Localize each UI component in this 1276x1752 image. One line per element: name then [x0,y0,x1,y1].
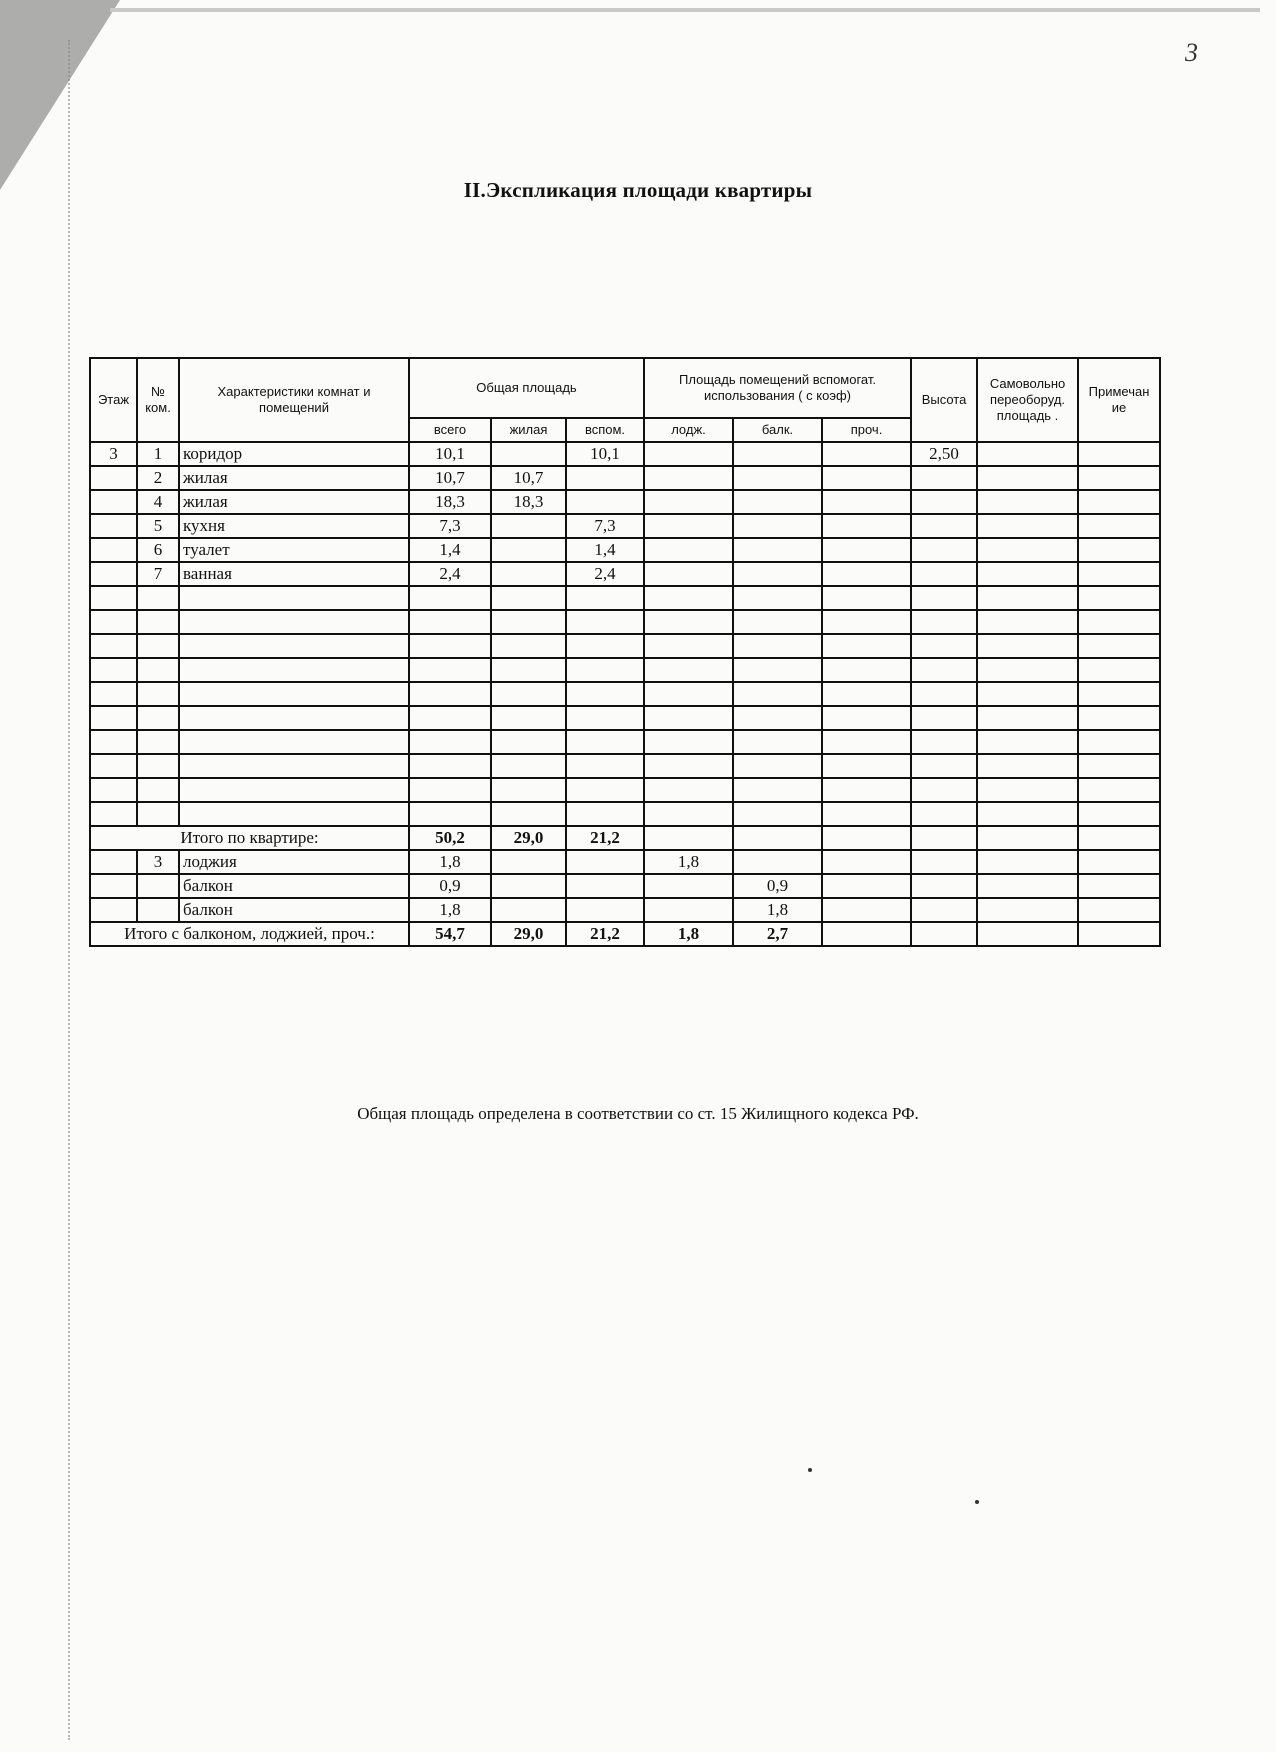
cell-living [491,562,566,586]
cell-room-name: балкон [179,874,409,898]
balcony-row [90,898,1160,922]
cell-room-no: 6 [137,538,179,562]
header-aux-area: Площадь помещений вспомогат. использования ( с коэф) [644,358,911,418]
cell-loggia: 1,8 [644,850,733,874]
apartment-total-total: 50,2 [409,826,491,850]
folded-corner [0,0,120,190]
header-self-rebuilt: Самовольно переоборуд. площадь . [977,358,1078,442]
empty-row [90,730,1160,754]
empty-row [90,658,1160,682]
cell-aux: 10,1 [566,442,644,466]
empty-row [90,634,1160,658]
table-row [90,562,1160,586]
table-row [90,490,1160,514]
cell-floor [90,514,137,538]
grand-total-label: Итого с балконом, лоджией, проч.: [90,922,409,946]
cell-floor [90,562,137,586]
apartment-total-aux: 21,2 [566,826,644,850]
cell-living [491,538,566,562]
empty-row [90,778,1160,802]
cell-total: 1,8 [409,898,491,922]
cell-room-name: коридор [179,442,409,466]
empty-row [90,610,1160,634]
cell-total: 0,9 [409,874,491,898]
cell-height [911,514,977,538]
cell-floor [90,538,137,562]
cell-aux: 1,4 [566,538,644,562]
cell-balcony: 0,9 [733,874,822,898]
cell-total: 1,8 [409,850,491,874]
table-row [90,442,1160,466]
cell-height [911,562,977,586]
header-characteristics: Характеристики комнат и помещений [179,358,409,442]
cell-height [911,490,977,514]
cell-room-name: кухня [179,514,409,538]
subheader-balcony: балк. [733,418,822,442]
cell-floor [90,490,137,514]
balcony-row [90,850,1160,874]
cell-room-no: 5 [137,514,179,538]
subheader-other: проч. [822,418,911,442]
cell-total: 1,4 [409,538,491,562]
cell-loggia [644,874,733,898]
header-floor: Этаж [90,358,137,442]
subheader-aux: вспом. [566,418,644,442]
apartment-total-label: Итого по квартире: [90,826,409,850]
cell-aux [566,490,644,514]
cell-aux: 7,3 [566,514,644,538]
cell-total: 7,3 [409,514,491,538]
cell-room-no [137,898,179,922]
cell-total: 10,7 [409,466,491,490]
cell-aux [566,466,644,490]
cell-total: 10,1 [409,442,491,466]
cell-room-name: жилая [179,490,409,514]
cell-total: 18,3 [409,490,491,514]
cell-height [911,538,977,562]
empty-row [90,682,1160,706]
cell-room-no: 1 [137,442,179,466]
cell-living [491,442,566,466]
cell-room-name: лоджия [179,850,409,874]
subheader-living: жилая [491,418,566,442]
scan-speck [808,1468,812,1472]
grand-total-aux: 21,2 [566,922,644,946]
table-row [90,466,1160,490]
table-row [90,514,1160,538]
page-left-edge [68,40,88,1740]
cell-floor [90,466,137,490]
scan-speck [975,1500,979,1504]
subheader-loggia: лодж. [644,418,733,442]
grand-total-total: 54,7 [409,922,491,946]
cell-room-no: 3 [137,850,179,874]
cell-height: 2,50 [911,442,977,466]
header-room-no: № ком. [137,358,179,442]
cell-room-no: 4 [137,490,179,514]
grand-total-living: 29,0 [491,922,566,946]
cell-room-name: туалет [179,538,409,562]
cell-living [491,514,566,538]
cell-floor: 3 [90,442,137,466]
empty-row [90,754,1160,778]
subheader-total: всего [409,418,491,442]
cell-loggia [644,898,733,922]
cell-room-no [137,874,179,898]
empty-row [90,802,1160,826]
page-top-edge [110,8,1260,12]
table-row [90,538,1160,562]
cell-balcony: 1,8 [733,898,822,922]
grand-total-loggia: 1,8 [644,922,733,946]
cell-aux: 2,4 [566,562,644,586]
cell-room-no: 2 [137,466,179,490]
balcony-row [90,874,1160,898]
header-note: Примечан ие [1078,358,1160,442]
grand-total-balcony: 2,7 [733,922,822,946]
cell-living: 10,7 [491,466,566,490]
header-total-area: Общая площадь [409,358,644,418]
empty-row [90,706,1160,730]
page-number: 3 [1185,38,1198,67]
cell-room-no: 7 [137,562,179,586]
apartment-total-row [90,826,1160,850]
cell-balcony [733,850,822,874]
cell-height [911,466,977,490]
cell-room-name: жилая [179,466,409,490]
empty-row [90,586,1160,610]
grand-total-row [90,922,1160,946]
footnote: Общая площадь определена в соответствии со ст. 15 Жилищного кодекса РФ. [357,1104,919,1123]
header-height: Высота [911,358,977,442]
cell-total: 2,4 [409,562,491,586]
apartment-total-living: 29,0 [491,826,566,850]
page-title: II.Экспликация площади квартиры [463,178,813,202]
cell-room-name: ванная [179,562,409,586]
cell-living: 18,3 [491,490,566,514]
explication-table [89,357,1161,947]
cell-room-name: балкон [179,898,409,922]
